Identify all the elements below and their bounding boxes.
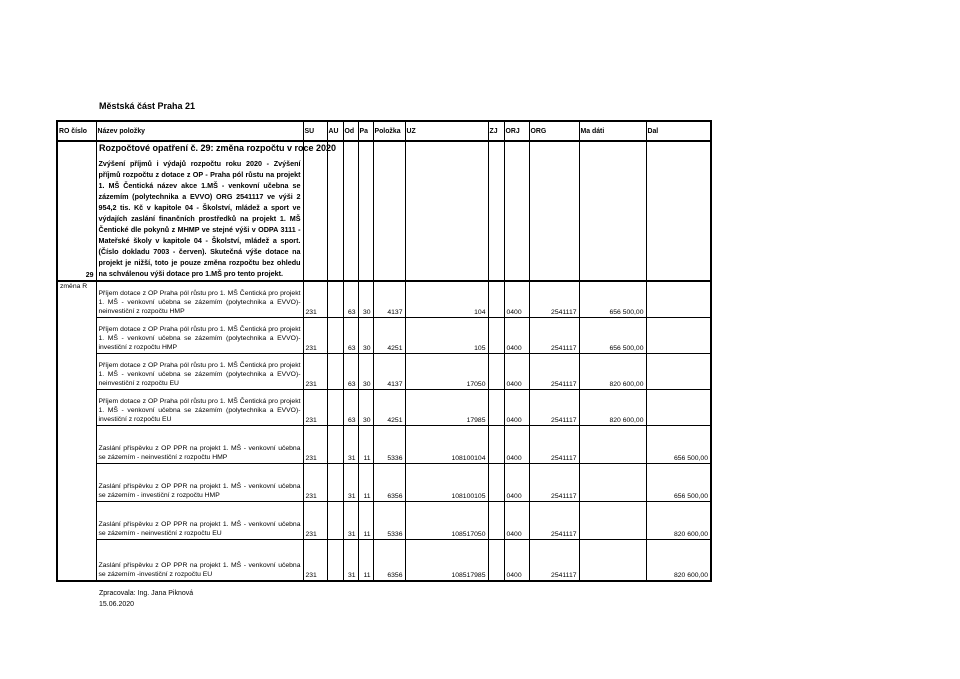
cell-orj: 0400	[504, 425, 529, 463]
cell-au	[327, 317, 343, 353]
cell-au	[327, 389, 343, 425]
cell-nazev: Příjem dotace z OP Praha pól růstu pro 1. MŠ Čentická pro projekt 1. MŠ - venkovní učebna se zázemím (polytechnika a EVVO)- neinvestiční z rozpočtu EU	[96, 353, 303, 389]
cell-pa: 30	[358, 389, 373, 425]
cell-polozka: 5336	[373, 501, 405, 539]
cell-pa: 11	[358, 425, 373, 463]
table-row	[57, 353, 711, 389]
cell-org: 2541117	[529, 281, 579, 317]
cell-au	[327, 353, 343, 389]
cell-orj: 0400	[504, 353, 529, 389]
cell-pa: 11	[358, 463, 373, 501]
table-row	[57, 317, 711, 353]
cell-pa: 30	[358, 317, 373, 353]
change-type-label: změna R	[57, 281, 96, 581]
document-title-line2: Rozpočtové opatření č. 29: změna rozpočtu v roce 2020	[99, 143, 337, 153]
col-header-ma-dati: Ma dáti	[579, 121, 646, 141]
cell-uz: 104	[405, 281, 488, 317]
cell-nazev: Zaslání příspěvku z OP PPR na projekt 1. MŠ - venkovní učebna se zázemím -investiční z rozpočtu EU	[96, 539, 303, 581]
cell-au	[327, 501, 343, 539]
table-row	[57, 463, 711, 501]
col-header-au: AU	[327, 121, 343, 141]
cell-au	[327, 539, 343, 581]
cell-org: 2541117	[529, 389, 579, 425]
cell-orj: 0400	[504, 389, 529, 425]
cell-polozka: 4137	[373, 281, 405, 317]
cell-ma-dati: 656 500,00	[579, 281, 646, 317]
cell-dal	[646, 317, 711, 353]
cell-pa: 30	[358, 281, 373, 317]
cell-od: 63	[343, 389, 358, 425]
cell-org: 2541117	[529, 317, 579, 353]
cell-uz: 17050	[405, 353, 488, 389]
cell-su: 231	[303, 281, 327, 317]
col-header-orj: ORJ	[504, 121, 529, 141]
cell-pa: 11	[358, 501, 373, 539]
cell-dal: 820 600,00	[646, 501, 711, 539]
cell-uz: 17985	[405, 389, 488, 425]
cell-au	[327, 463, 343, 501]
cell-au	[327, 281, 343, 317]
cell-polozka: 6356	[373, 539, 405, 581]
prepared-by: Zpracovala: Ing. Jana Piknová	[99, 590, 194, 597]
cell-org: 2541117	[529, 353, 579, 389]
cell-org: 2541117	[529, 539, 579, 581]
cell-uz: 108517050	[405, 501, 488, 539]
col-header-nazev: Název položky	[96, 121, 303, 141]
cell-uz: 108100105	[405, 463, 488, 501]
cell-polozka: 4137	[373, 353, 405, 389]
cell-org: 2541117	[529, 501, 579, 539]
cell-orj: 0400	[504, 281, 529, 317]
cell-zj	[488, 317, 504, 353]
cell-ma-dati	[579, 425, 646, 463]
cell-su: 231	[303, 463, 327, 501]
cell-ma-dati	[579, 501, 646, 539]
table-row	[57, 425, 711, 463]
document-footer	[99, 588, 193, 610]
cell-od: 31	[343, 463, 358, 501]
cell-org: 2541117	[529, 463, 579, 501]
cell-su: 231	[303, 317, 327, 353]
cell-ma-dati: 656 500,00	[579, 317, 646, 353]
cell-nazev: Zaslání příspěvku z OP PPR na projekt 1. MŠ - venkovní učebna se zázemím - investiční z rozpočtu HMP	[96, 463, 303, 501]
cell-od: 63	[343, 353, 358, 389]
cell-orj: 0400	[504, 501, 529, 539]
col-header-dal: Dal	[646, 121, 711, 141]
cell-ma-dati	[579, 539, 646, 581]
cell-nazev: Příjem dotace z OP Praha pól růstu pro 1. MŠ Čentická pro projekt 1. MŠ - venkovní učebna se zázemím (polytechnika a EVVO)- investiční z rozpočtu HMP	[96, 317, 303, 353]
col-header-zj: ZJ	[488, 121, 504, 141]
cell-od: 31	[343, 425, 358, 463]
cell-uz: 105	[405, 317, 488, 353]
col-header-uz: UZ	[405, 121, 488, 141]
table-row	[57, 501, 711, 539]
cell-uz: 108100104	[405, 425, 488, 463]
cell-ma-dati: 820 600,00	[579, 353, 646, 389]
cell-orj: 0400	[504, 317, 529, 353]
cell-uz: 108517985	[405, 539, 488, 581]
cell-zj	[488, 389, 504, 425]
cell-su: 231	[303, 501, 327, 539]
document-title-line1: Městská část Praha 21	[99, 101, 196, 111]
cell-pa: 30	[358, 353, 373, 389]
cell-nazev: Zaslání příspěvku z OP PPR na projekt 1. MŠ - venkovní učebna se zázemím - neinvestiční z rozpočtu EU	[96, 501, 303, 539]
cell-zj	[488, 539, 504, 581]
table-row	[57, 539, 711, 581]
cell-polozka: 4251	[373, 389, 405, 425]
cell-org: 2541117	[529, 425, 579, 463]
cell-nazev: Příjem dotace z OP Praha pól růstu pro 1. MŠ Čentická pro projekt 1. MŠ - venkovní učebna se zázemím (polytechnika a EVVO)- neinvestiční z rozpočtu HMP	[96, 281, 303, 317]
cell-od: 63	[343, 281, 358, 317]
table-row	[57, 389, 711, 425]
cell-pa: 11	[358, 539, 373, 581]
measure-description: Zvýšení příjmů i výdajů rozpočtu roku 2020 - Zvýšení příjmů rozpočtu z dotace z OP - Praha pól růstu na projekt 1. MŠ Čentická název akce 1.MŠ - venkovní učebna se zázemím (polytechnika a EVVO) ORG 2541117 ve výši 2 954,2 tis. Kč v kapitole 04 - Školství, mládež a sport ve výdajích zaslání finančních prostředků na projekt 1. MŠ Čentické dle pokynů z MHMP ve stejné výši v ODPA 3111 - Mateřské školy v kapitole 04 - Školství, mládež a sport. (Číslo dokladu 7003 - červen). Skutečná výše dotace na projekt je nižší, toto je pouze změna rozpočtu bez ohledu na schválenou výši dotace pro 1.MŠ pro tento projekt.	[96, 141, 303, 281]
cell-dal	[646, 281, 711, 317]
cell-zj	[488, 501, 504, 539]
cell-ma-dati: 820 600,00	[579, 389, 646, 425]
document-date: 15.06.2020	[99, 601, 135, 608]
col-header-polozka: Položka	[373, 121, 405, 141]
col-header-pa: Pa	[358, 121, 373, 141]
cell-dal: 656 500,00	[646, 463, 711, 501]
cell-orj: 0400	[504, 463, 529, 501]
cell-nazev: Zaslání příspěvku z OP PPR na projekt 1. MŠ - venkovní učebna se zázemím - neinvestiční z rozpočtu HMP	[96, 425, 303, 463]
table-header-row	[57, 121, 711, 141]
cell-zj	[488, 463, 504, 501]
col-header-od: Od	[343, 121, 358, 141]
cell-dal: 656 500,00	[646, 425, 711, 463]
cell-su: 231	[303, 539, 327, 581]
cell-polozka: 5336	[373, 425, 405, 463]
col-header-ro-cislo: RO číslo	[57, 121, 96, 141]
cell-dal: 820 600,00	[646, 539, 711, 581]
measure-description-row	[57, 141, 711, 281]
budget-table	[56, 120, 712, 582]
cell-od: 63	[343, 317, 358, 353]
cell-dal	[646, 389, 711, 425]
ro-number: 29	[57, 141, 96, 281]
cell-orj: 0400	[504, 539, 529, 581]
cell-zj	[488, 353, 504, 389]
cell-zj	[488, 425, 504, 463]
cell-ma-dati	[579, 463, 646, 501]
cell-su: 231	[303, 389, 327, 425]
cell-dal	[646, 353, 711, 389]
cell-od: 31	[343, 501, 358, 539]
cell-su: 231	[303, 425, 327, 463]
cell-od: 31	[343, 539, 358, 581]
cell-su: 231	[303, 353, 327, 389]
cell-zj	[488, 281, 504, 317]
cell-polozka: 4251	[373, 317, 405, 353]
cell-nazev: Příjem dotace z OP Praha pól růstu pro 1. MŠ Čentická pro projekt 1. MŠ - venkovní učebna se zázemím (polytechnika a EVVO)- investiční z rozpočtu EU	[96, 389, 303, 425]
col-header-su: SU	[303, 121, 327, 141]
col-header-org: ORG	[529, 121, 579, 141]
cell-polozka: 6356	[373, 463, 405, 501]
table-row	[57, 281, 711, 317]
cell-au	[327, 425, 343, 463]
